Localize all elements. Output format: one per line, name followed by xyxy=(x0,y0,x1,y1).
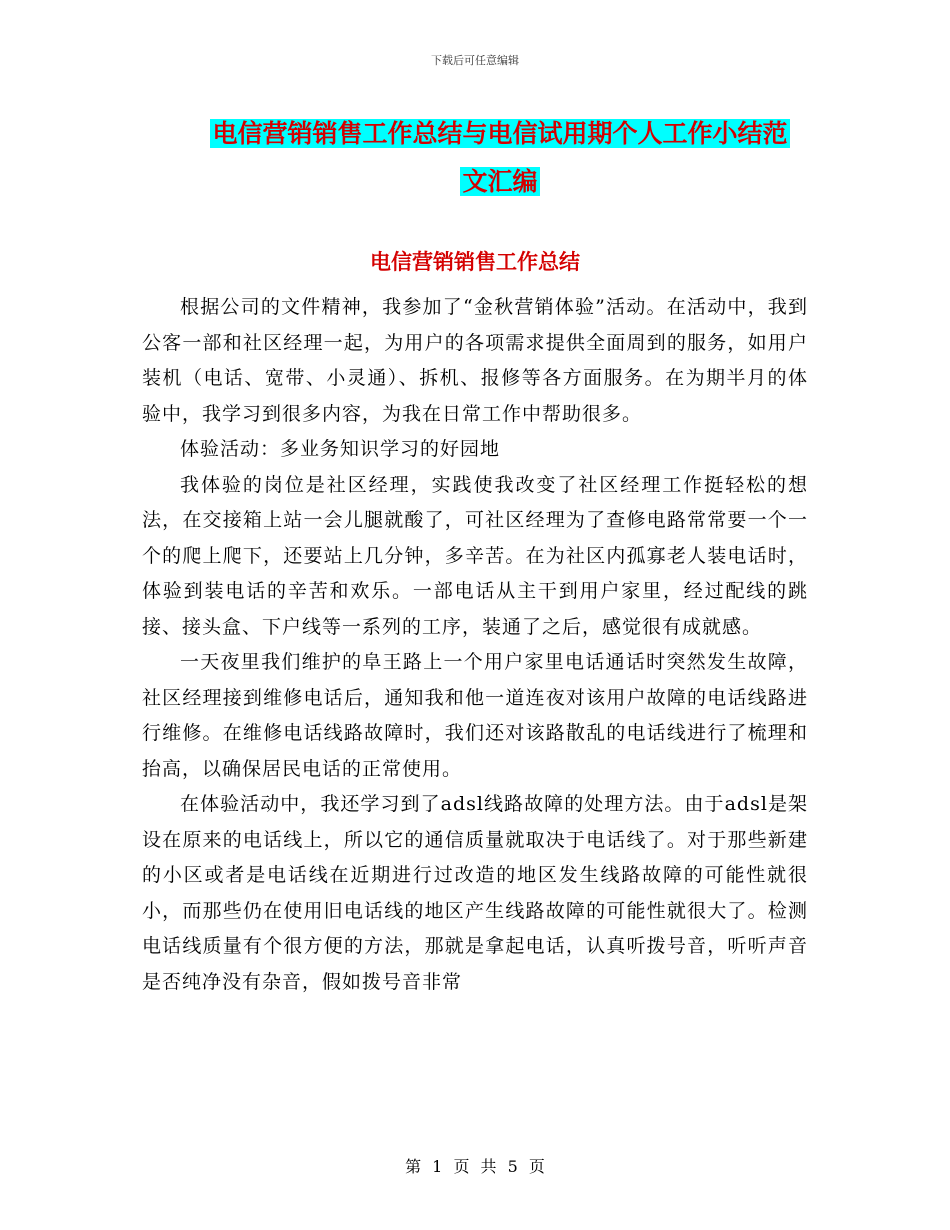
section-title: 电信营销销售工作总结 xyxy=(370,249,580,274)
document-title-line-1: 电信营销销售工作总结与电信试用期个人工作小结范 xyxy=(212,119,788,148)
document-title-line-2: 文汇编 xyxy=(462,167,538,196)
body-paragraph: 我体验的岗位是社区经理，实践使我改变了社区经理工作挺轻松的想法，在交接箱上站一会儿腿就酸了，可社区经理为了查修电路常常要一个一个的爬上爬下，还要站上几分钟，多辛苦。在为社区内孤寡老人装电话时，体验到装电话的辛苦和欢乐。一部电话从主干到用户家里，经过配线的跳接、接头盒、下户线等一系列的工序，装通了之后，感觉很有成就感。 xyxy=(142,473,808,638)
body-paragraph: 一天夜里我们维护的阜王路上一个用户家里电话通话时突然发生故障，社区经理接到维修电话后，通知我和他一道连夜对该用户故障的电话线路进行维修。在维修电话线路故障时，我们还对该路散乱的电话线进行了梳理和抬高，以确保居民电话的正常使用。 xyxy=(142,651,808,780)
document-title xyxy=(150,110,850,206)
body-paragraph: 根据公司的文件精神，我参加了“金秋营销体验”活动。在活动中，我到公客一部和社区经理一起，为用户的各项需求提供全面周到的服务，如用户装机（电话、宽带、小灵通）、拆机、报修等各方面服务。在为期半月的体验中，我学习到很多内容，为我在日常工作中帮助很多。 xyxy=(142,296,808,425)
header-note: 下载后可任意编辑 xyxy=(431,54,519,67)
body-paragraph: 在体验活动中，我还学习到了adsl线路故障的处理方法。由于adsl是架设在原来的电话线上，所以它的通信质量就取决于电话线了。对于那些新建的小区或者是电话线在近期进行过改造的地区发生线路故障的可能性就很小，而那些仍在使用旧电话线的地区产生线路故障的可能性就很大了。检测电话线质量有个很方便的方法，那就是拿起电话，认真听拨号音，听听声音是否纯净没有杂音，假如拨号音非常 xyxy=(142,793,808,993)
body-paragraph: 体验活动：多业务知识学习的好园地 xyxy=(180,438,501,460)
document-body xyxy=(142,290,808,1000)
page-footer: 第 1 页 共 5 页 xyxy=(405,1157,545,1176)
